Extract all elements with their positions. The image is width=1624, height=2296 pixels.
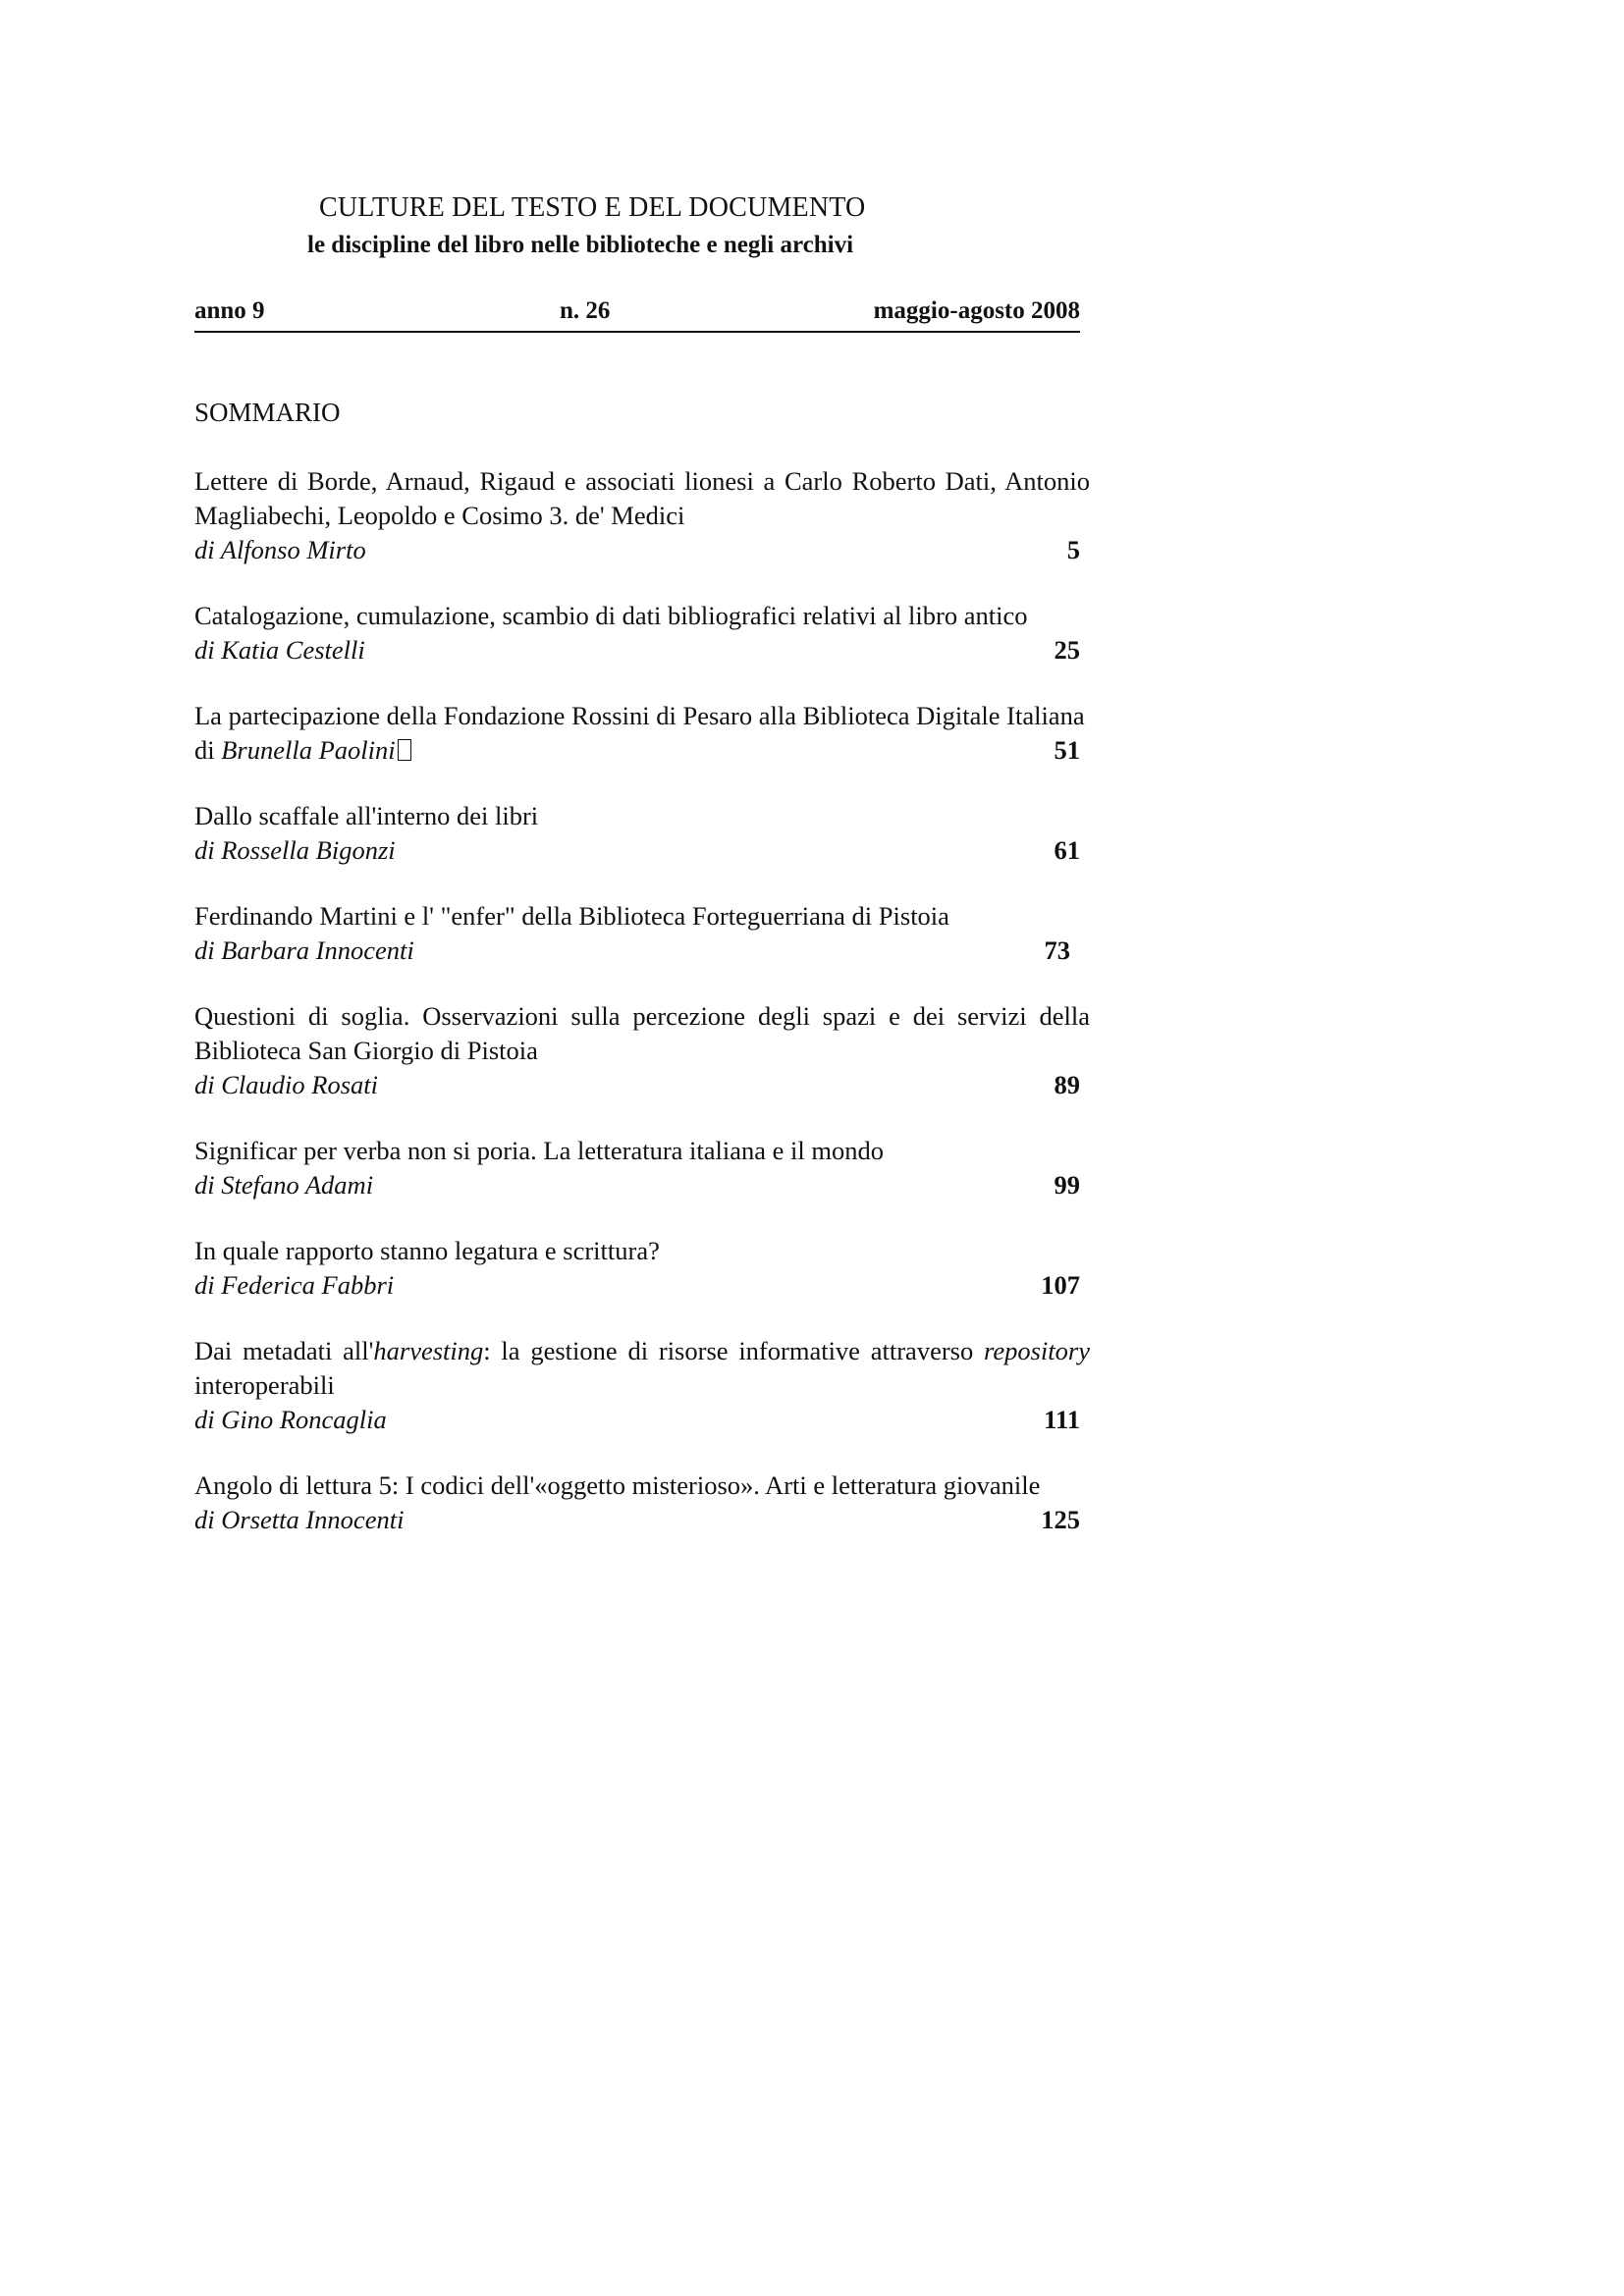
toc-entry	[194, 899, 1090, 968]
toc-entry	[194, 1234, 1090, 1303]
issue-number: n. 26	[560, 297, 611, 324]
article-title: Lettere di Borde, Arnaud, Rigaud e associati lionesi a Carlo Roberto Dati, Antonio Magliabechi, Leopoldo e Cosimo 3. de' Medici	[194, 466, 1090, 530]
article-title: La partecipazione della Fondazione Rossini di Pesaro alla Biblioteca Digitale Italiana	[194, 701, 1085, 730]
article-title: Catalogazione, cumulazione, scambio di dati bibliografici relativi al libro antico	[194, 601, 1028, 630]
article-title: Significar per verba non si poria. La letteratura italiana e il mondo	[194, 1136, 884, 1165]
title-text: Dai metadati all'	[194, 1336, 374, 1365]
article-page-number: 107	[1041, 1270, 1080, 1300]
article-byline	[194, 1068, 1090, 1102]
article-page-number: 51	[1054, 735, 1080, 765]
article-byline	[194, 1403, 1090, 1437]
article-byline	[194, 934, 1090, 968]
toc-entry	[194, 1334, 1090, 1437]
article-byline	[194, 1168, 1090, 1202]
issue-info-line	[194, 297, 1080, 333]
article-author: di Stefano Adami	[194, 1170, 374, 1200]
article-author: di Katia Cestelli	[194, 635, 365, 665]
article-author: di Barbara Innocenti	[194, 935, 414, 965]
article-title: Dallo scaffale all'interno dei libri	[194, 801, 539, 830]
article-title: Questioni di soglia. Osservazioni sulla percezione degli spazi e dei servizi della Biblioteca San Giorgio di Pistoia	[194, 1001, 1090, 1065]
article-byline	[194, 833, 1090, 868]
toc-entry	[194, 1134, 1090, 1202]
title-text: interoperabili	[194, 1370, 335, 1400]
title-emphasis: repository	[984, 1336, 1090, 1365]
article-author: di Federica Fabbri	[194, 1270, 395, 1300]
article-page-number: 99	[1054, 1170, 1080, 1200]
toc-heading: SOMMARIO	[194, 398, 341, 427]
article-page-number: 5	[1066, 535, 1080, 564]
article-byline	[194, 733, 1090, 768]
issue-year: anno 9	[194, 297, 265, 324]
toc-entry	[194, 999, 1090, 1102]
article-author: di Orsetta Innocenti	[194, 1505, 405, 1534]
article-author: di Rossella Bigonzi	[194, 835, 396, 865]
toc-entry	[194, 464, 1090, 567]
author-prefix: di	[194, 735, 215, 765]
article-byline	[194, 1268, 1090, 1303]
article-author: di Claudio Rosati	[194, 1070, 378, 1099]
article-page-number: 125	[1041, 1505, 1080, 1534]
title-text: : la gestione di risorse informative attraverso	[483, 1336, 985, 1365]
toc-entry	[194, 599, 1090, 667]
journal-subtitle: le discipline del libro nelle biblioteche e negli archivi	[307, 232, 854, 258]
table-of-contents	[194, 464, 1090, 1569]
article-page-number: 89	[1054, 1070, 1080, 1099]
article-page-number: 25	[1054, 635, 1080, 665]
missing-glyph-box	[398, 739, 411, 761]
article-author: Brunella Paolini	[221, 735, 396, 765]
article-title: Ferdinando Martini e l' "enfer" della Biblioteca Forteguerriana di Pistoia	[194, 901, 949, 931]
article-byline	[194, 633, 1090, 667]
toc-entry	[194, 1468, 1090, 1537]
article-title: Angolo di lettura 5: I codici dell'«oggetto misterioso». Arti e letteratura giovanile	[194, 1470, 1041, 1500]
article-page-number: 61	[1054, 835, 1080, 865]
title-emphasis: harvesting	[373, 1336, 484, 1365]
article-author: di Gino Roncaglia	[194, 1405, 387, 1434]
article-page-number: 111	[1044, 1405, 1080, 1434]
toc-entry	[194, 699, 1090, 768]
article-title	[194, 1334, 1090, 1403]
journal-title: CULTURE DEL TESTO E DEL DOCUMENTO	[319, 192, 866, 223]
toc-entry	[194, 799, 1090, 868]
article-byline	[194, 1503, 1090, 1537]
article-byline	[194, 533, 1090, 567]
article-author: di Alfonso Mirto	[194, 535, 366, 564]
article-page-number: 73	[1044, 935, 1070, 965]
article-title: In quale rapporto stanno legatura e scrittura?	[194, 1236, 660, 1265]
issue-period: maggio-agosto 2008	[873, 297, 1080, 324]
